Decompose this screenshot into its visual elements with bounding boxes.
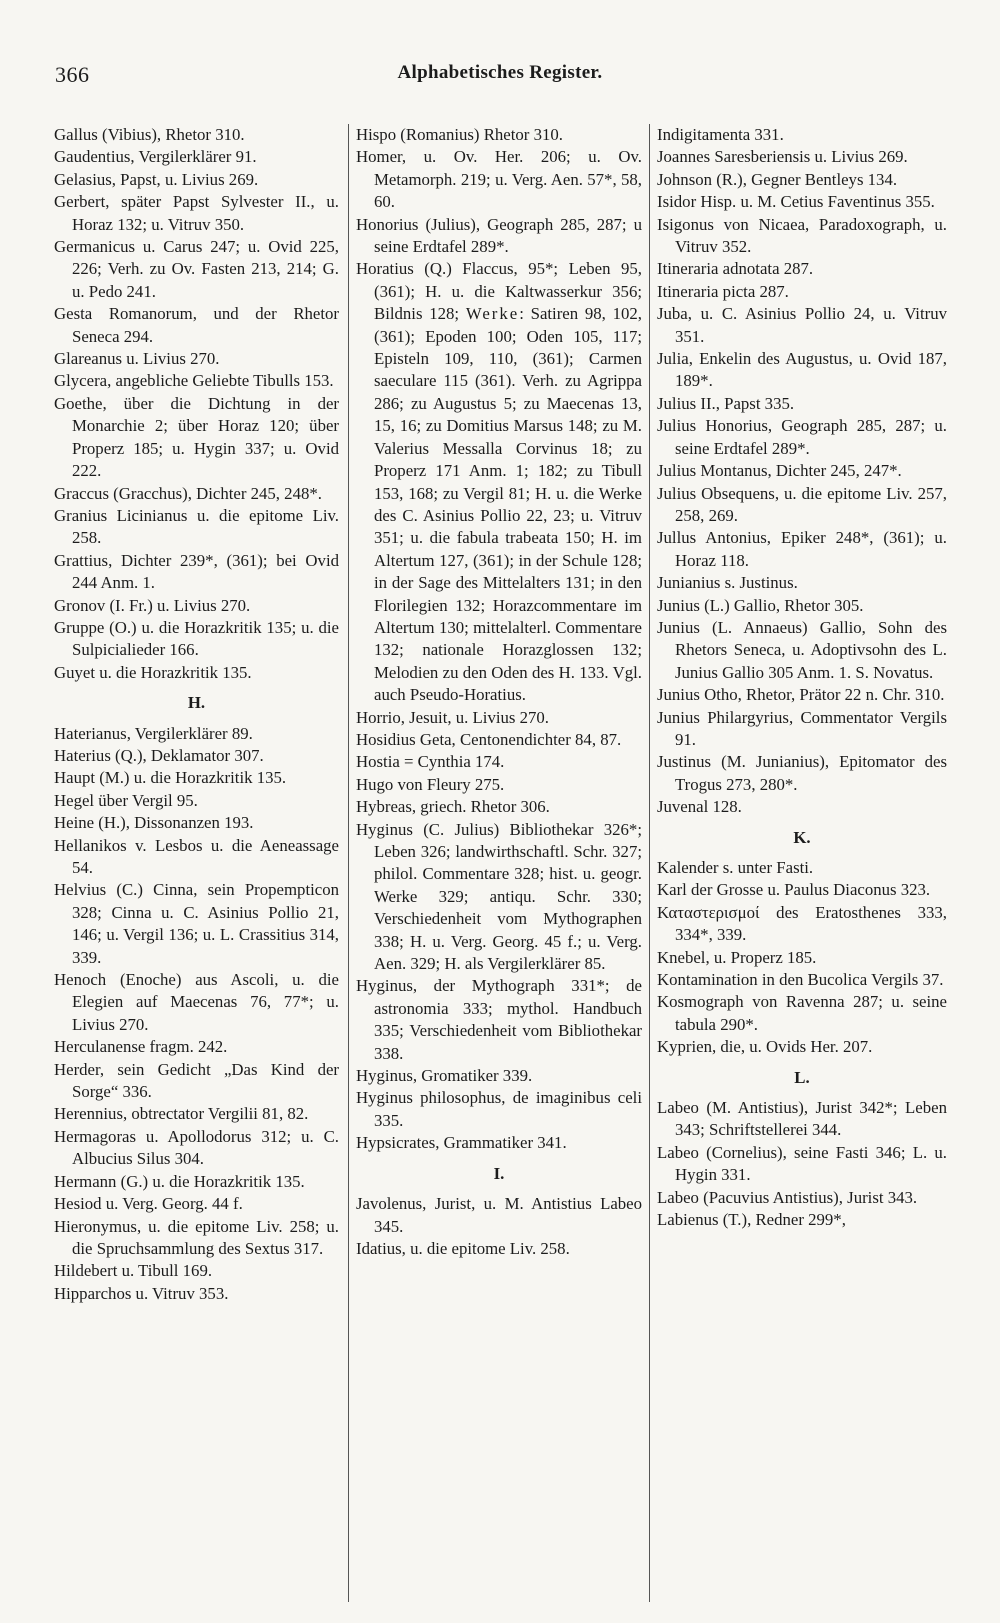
register-entry: Justinus (M. Junianius), Epitomator des Trogus 273, 280*.: [657, 752, 947, 794]
register-entry: Julius Obsequens, u. die epitome Liv. 257, 258, 269.: [657, 483, 947, 525]
register-entry: Haterianus, Vergilerklärer 89.: [54, 723, 253, 743]
register-entry: Jullus Antonius, Epiker 248*, (361); u. Horaz 118.: [657, 528, 947, 570]
section-letter: L.: [794, 1067, 810, 1087]
register-entry: Hyginus philosophus, de imaginibus celi 335.: [356, 1088, 642, 1130]
register-column-3: [657, 124, 947, 1232]
section-letter: I.: [493, 1163, 505, 1183]
section-letter: H.: [187, 693, 206, 713]
register-entry: Hyginus, der Mythograph 331*; de astronomia 333; mythol. Handbuch 335; Verschiedenheit vom Bibliothekar 338.: [356, 976, 642, 1063]
page-number: 366: [55, 62, 90, 87]
register-entry: Labeo (Cornelius), seine Fasti 346; L. u. Hygin 331.: [657, 1142, 947, 1185]
register-entry: Hosidius Geta, Centonendichter 84, 87.: [356, 729, 622, 749]
register-entry: Gelasius, Papst, u. Livius 269.: [54, 169, 259, 189]
register-entry: Hostia = Cynthia 174.: [356, 752, 505, 772]
register-columns: [54, 124, 954, 1604]
register-entry: Guyet u. die Horazkritik 135.: [54, 662, 252, 682]
register-entry: Julius Honorius, Geograph 285, 287; u. seine Erdtafel 289*.: [657, 416, 947, 458]
register-entry: Hildebert u. Tibull 169.: [54, 1261, 213, 1281]
register-entry: Knebel, u. Properz 185.: [657, 947, 817, 967]
register-entry: [356, 258, 642, 706]
register-entry: Julius Montanus, Dichter 245, 247*.: [657, 461, 902, 481]
register-entry: Heine (H.), Dissonanzen 193.: [54, 813, 254, 833]
register-entry: Graccus (Gracchus), Dichter 245, 248*.: [54, 483, 322, 503]
register-entry: Glycera, angebliche Geliebte Tibulls 153.: [54, 371, 334, 391]
register-entry: Labienus (T.), Redner 299*,: [657, 1210, 846, 1230]
register-entry: Hegel über Vergil 95.: [54, 790, 198, 810]
register-entry: Kyprien, die, u. Ovids Her. 207.: [657, 1037, 873, 1057]
register-entry: Itineraria picta 287.: [657, 281, 789, 301]
register-entry: Gruppe (O.) u. die Horazkritik 135; u. die Sulpicialieder 166.: [54, 617, 339, 660]
register-entry: Hyginus, Gromatiker 339.: [356, 1066, 533, 1086]
register-entry: Helvius (C.) Cinna, sein Propempticon 328; Cinna u. C. Asinius Pollio 21, 146; u. Vergil 136; u. L. Crassitius 314, 339.: [54, 880, 339, 967]
register-entry: Kalender s. unter Fasti.: [657, 858, 814, 877]
register-entry: Julius II., Papst 335.: [657, 393, 795, 413]
register-entry: Isidor Hisp. u. M. Cetius Faventinus 355.: [657, 192, 935, 212]
register-entry: Gronov (I. Fr.) u. Livius 270.: [54, 595, 251, 615]
register-entry: Honorius (Julius), Geograph 285, 287; u seine Erdtafel 289*.: [356, 214, 642, 257]
column-rule: [348, 124, 349, 1602]
register-entry: Homer, u. Ov. Her. 206; u. Ov. Metamorph. 219; u. Verg. Aen. 57*, 58, 60.: [356, 147, 642, 212]
register-entry: Hellanikos v. Lesbos u. die Aeneassage 54.: [54, 835, 339, 877]
register-entry: Hermann (G.) u. die Horazkritik 135.: [54, 1171, 305, 1191]
register-entry: Hipparchos u. Vitruv 353.: [54, 1283, 229, 1303]
register-entry: Kontamination in den Bucolica Vergils 37.: [657, 970, 944, 990]
register-entry: Gesta Romanorum, und der Rhetor Seneca 294.: [54, 304, 339, 346]
register-entry: Julia, Enkelin des Augustus, u. Ovid 187, 189*.: [657, 349, 947, 391]
register-entry: Itineraria adnotata 287.: [657, 259, 814, 279]
register-entry: Germanicus u. Carus 247; u. Ovid 225, 226; Verh. zu Ov. Fasten 213, 214; G. u. Pedo 241.: [54, 237, 339, 301]
register-entry: Hermagoras u. Apollodorus 312; u. C. Albucius Silus 304.: [54, 1126, 339, 1169]
register-entry: Labeo (M. Antistius), Jurist 342*; Leben 343; Schriftstellerei 344.: [657, 1098, 947, 1140]
section-letter: K.: [793, 827, 811, 847]
register-entry: Junius Philargyrius, Commentator Vergils 91.: [657, 707, 947, 749]
entry-segment: Werke: [465, 304, 520, 324]
register-entry: Grattius, Dichter 239*, (361); bei Ovid 244 Anm. 1.: [54, 550, 339, 593]
register-entry: Hybreas, griech. Rhetor 306.: [356, 797, 550, 817]
register-entry: Herennius, obtrectator Vergilii 81, 82.: [54, 1104, 309, 1124]
register-entry: Haupt (M.) u. die Horazkritik 135.: [54, 768, 287, 788]
register-entry: Glareanus u. Livius 270.: [54, 349, 220, 369]
entry-segment: Horatius (Q.) Flaccus, 95*; Leben 95, (361); H. u. die Kaltwasserkur 356; Bildnis 128;: [356, 259, 642, 324]
register-entry: Herculanense fragm. 242.: [54, 1037, 228, 1057]
register-entry: Isigonus von Nicaea, Paradoxograph, u. Vitruv 352.: [657, 214, 947, 257]
register-entry: Gerbert, später Papst Sylvester II., u. Horaz 132; u. Vitruv 350.: [54, 192, 339, 234]
register-entry: Granius Licinianus u. die epitome Liv. 258.: [54, 505, 339, 548]
register-entry: Horrio, Jesuit, u. Livius 270.: [356, 707, 549, 727]
register-entry: Idatius, u. die epitome Liv. 258.: [356, 1238, 570, 1258]
register-entry: Hugo von Fleury 275.: [356, 774, 505, 794]
register-entry: Labeo (Pacuvius Antistius), Jurist 343.: [657, 1187, 918, 1207]
register-entry: Kosmograph von Ravenna 287; u. seine tabula 290*.: [657, 992, 947, 1034]
register-entry: Juba, u. C. Asinius Pollio 24, u. Vitruv 351.: [657, 304, 947, 346]
column-rule: [649, 124, 650, 1602]
register-entry: Junius Otho, Rhetor, Prätor 22 n. Chr. 310.: [657, 685, 945, 705]
register-entry: Hesiod u. Verg. Georg. 44 f.: [54, 1194, 243, 1214]
register-entry: Hyginus (C. Julius) Bibliothekar 326*; Leben 326; landwirthschaftl. Schr. 327; philol. Commentare 328; hist. u. geogr. Werke 329; antiqu. Schr. 330; Verschiedenheit vom Mythographen 338; H. u. Verg. Georg. 45 f.; u. Verg. Aen. 329; H. als Vergilerklärer 85.: [356, 819, 642, 974]
register-entry: Καταστερισμοί des Eratosthenes 333, 334*, 339.: [657, 902, 947, 945]
register-entry: Joannes Saresberiensis u. Livius 269.: [657, 147, 908, 167]
entry-segment: : Satiren 98, 102, (361); Epoden 100; Oden 105, 117; Episteln 109, 110, (361); Carmen saeculare 115 (361). Verh. zu Agrippa 286; zu Augustus 5; zu Maecenas 13, 15, 16; zu Domitius Marsus 148; zu M. Valerius Messalla Corvinus 18; zu Properz 171 Anm. 1; 182; zu Tibull 153, 168; zu Vergil 81; H. u. die Werke des C. Asinius Pollio 22, 23; u. Vitruv 351; u. die fabula trabeata 150; H. im Altertum 127, (361); in der Schule 128; in der Sage des Mittelalters 131; in den Florilegien 132; Horazcommentare im Altertum 130; mittelalterl. Commentare 132; nationale Horazglossen 132; Melodien zu den Oden des H. 133. Vgl. auch Pseudo-Horatius.: [374, 304, 642, 705]
register-entry: Gaudentius, Vergilerklärer 91.: [54, 147, 257, 167]
register-entry: Javolenus, Jurist, u. M. Antistius Labeo 345.: [356, 1194, 642, 1236]
register-entry: Karl der Grosse u. Paulus Diaconus 323.: [657, 880, 931, 900]
register-entry: Johnson (R.), Gegner Bentleys 134.: [657, 169, 898, 189]
register-entry: Herder, sein Gedicht „Das Kind der Sorge“ 336.: [54, 1059, 339, 1102]
register-column-1: [54, 124, 339, 1305]
register-entry: Juvenal 128.: [657, 797, 742, 817]
register-entry: Haterius (Q.), Deklamator 307.: [54, 745, 264, 765]
running-title: Alphabetisches Register.: [397, 62, 603, 83]
register-entry: Goethe, über die Dichtung in der Monarchie 2; über Horaz 120; über Properz 185; u. Hygin 337; u. Ovid 222.: [54, 393, 339, 481]
register-entry: Junius (L. Annaeus) Gallio, Sohn des Rhetors Seneca, u. Adoptivsohn des L. Junius Gallio 305 Anm. 1. S. Novatus.: [657, 617, 947, 682]
register-entry: Junius (L.) Gallio, Rhetor 305.: [657, 595, 864, 615]
register-entry: Henoch (Enoche) aus Ascoli, u. die Elegien auf Maecenas 76, 77*; u. Livius 270.: [54, 970, 339, 1034]
register-entry: Junianius s. Justinus.: [657, 573, 798, 593]
register-entry: Hypsicrates, Grammatiker 341.: [356, 1133, 567, 1153]
register-entry: Hieronymus, u. die epitome Liv. 258; u. die Spruchsammlung des Sextus 317.: [54, 1216, 339, 1258]
register-column-2: [356, 124, 642, 1260]
register-entry: Indigitamenta 331.: [657, 125, 784, 144]
register-entry: Hispo (Romanius) Rhetor 310.: [356, 125, 563, 144]
register-entry: Gallus (Vibius), Rhetor 310.: [54, 125, 245, 144]
